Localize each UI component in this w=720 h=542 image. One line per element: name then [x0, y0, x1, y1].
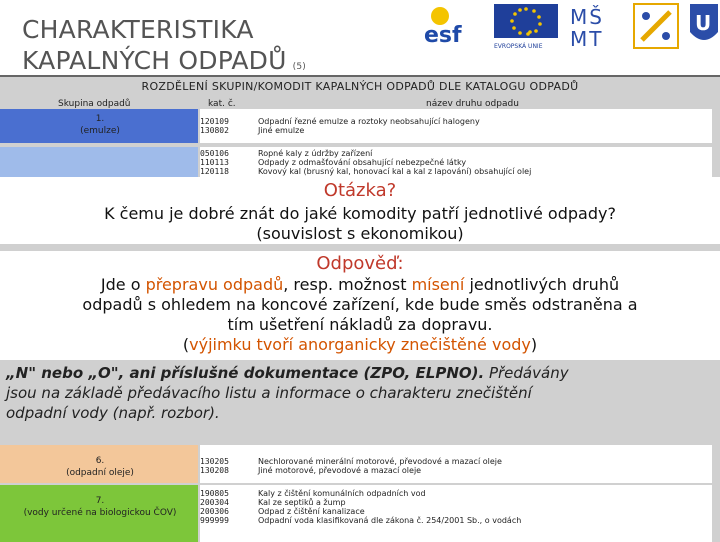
underlying-line1-rest: Předávány — [484, 364, 569, 382]
title-ref: (5) — [292, 62, 306, 72]
table-title: ROZDĚLENÍ SKUPIN/KOMODIT KAPALNÝCH ODPADŮ DLE KATALOGU ODPADŮ — [141, 80, 579, 93]
row2-names: Ropné kaly z údržby zařízení Odpady z odmašťování obsahující nebezpečné látky Kovový kal (brusný kal, honovací kal a kal z lapování) obsahující olej — [258, 149, 532, 176]
esf-logo — [420, 2, 486, 50]
answer-l1e: jednotlivých druhů — [464, 275, 620, 294]
answer-l4a: ( — [182, 335, 190, 354]
row7-group: 7. (vody určené na biologickou ČOV) — [23, 496, 177, 518]
row1-codes: 120109 130802 — [200, 117, 229, 135]
svg-text:MŠ: MŠ — [570, 5, 604, 29]
logo-strip — [420, 0, 720, 50]
svg-text:MT: MT — [570, 27, 604, 50]
answer-highlight-exception: výjimku tvoří anorganicky znečištěné vody — [189, 335, 531, 354]
underlying-line1-bold: „N" nebo „O", ani příslušné dokumentace (ZPO, ELPNO). — [6, 364, 485, 382]
answer-highlight-mixing: mísení — [411, 275, 465, 294]
question-heading: Otázka? — [0, 177, 720, 205]
row6-group: 6. (odpadní oleje) — [66, 456, 134, 478]
title-line-2: KAPALNÝCH ODPADŮ — [22, 46, 287, 75]
row7-codes: 190805 200304 200306 999999 — [200, 489, 229, 525]
underlying-line2: jsou na základě předávacího listu a informace o charakteru znečištění — [6, 384, 532, 402]
row2-codes: 050106 110113 120118 — [200, 149, 229, 176]
underlying-line3: odpadní vody (např. rozbor). — [6, 404, 220, 422]
header-name: název druhu odpadu — [426, 99, 519, 109]
question-text — [0, 204, 720, 244]
answer-l4c: ) — [530, 335, 538, 354]
answer-line-2: odpadů s ohledem na koncové zařízení, kde bude směs odstraněna a — [82, 295, 638, 314]
eu-caption: EVROPSKÁ UNIE — [494, 43, 543, 50]
eu-flag-logo — [492, 2, 562, 50]
title-line-1: CHARAKTERISTIKA — [22, 15, 254, 44]
answer-l1c: , resp. možnost — [283, 275, 412, 294]
question-line-1: K čemu je dobré znát do jaké komodity patří jednotlivé odpady? — [104, 204, 616, 223]
row2-group-cell — [0, 147, 198, 177]
answer-heading: Odpověď: — [0, 251, 720, 277]
op-vk-logo — [632, 2, 682, 50]
row1-group: 1. (emulze) — [80, 114, 120, 136]
header-code: kat. č. — [208, 99, 236, 109]
svg-text:U: U — [695, 11, 712, 35]
row6-codes: 130205 130208 — [200, 457, 229, 475]
answer-l1a: Jde o — [100, 275, 146, 294]
svg-text:esf: esf — [424, 23, 462, 48]
answer-line-3: tím ušetření nákladů za dopravu. — [227, 315, 493, 334]
msmt-logo — [568, 2, 624, 50]
row6-names: Nechlorované minerální motorové, převodové a mazací oleje Jiné motorové, převodové a mazací oleje — [258, 457, 502, 475]
university-logo — [688, 2, 720, 50]
row7-names: Kaly z čištění komunálních odpadních vod Kal ze septiků a žump Odpad z čištění kanalizace Odpadní voda klasifikovaná dle zákona č. 254/2001 Sb., o vodách — [258, 489, 522, 525]
header-group: Skupina odpadů — [58, 99, 131, 109]
slide-title — [22, 14, 306, 83]
row1-names: Odpadní řezné emulze a roztoky neobsahující halogeny Jiné emulze — [258, 117, 480, 135]
answer-text — [0, 275, 720, 360]
question-line-2: (souvislost s ekonomikou) — [256, 224, 464, 243]
underlying-text — [6, 363, 718, 423]
answer-highlight-transport: přepravu odpadů — [145, 275, 284, 294]
